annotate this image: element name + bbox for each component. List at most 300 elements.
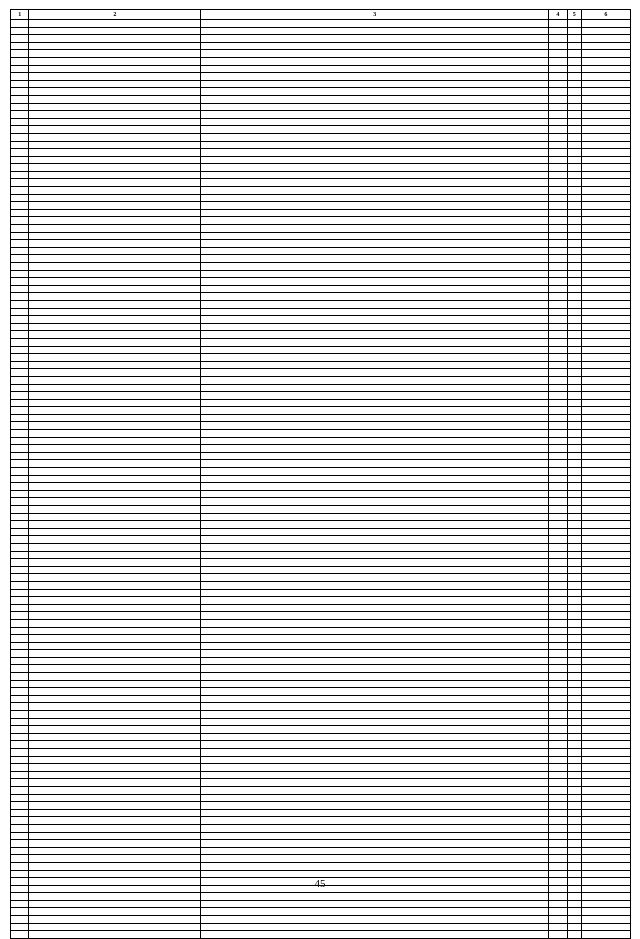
table-cell	[29, 399, 201, 407]
table-row	[11, 855, 631, 863]
table-cell	[201, 35, 549, 43]
table-cell	[201, 695, 549, 703]
table-cell	[549, 657, 567, 665]
table-cell	[29, 156, 201, 164]
table-cell	[201, 316, 549, 324]
table-cell	[201, 27, 549, 35]
table-row	[11, 688, 631, 696]
table-cell	[549, 73, 567, 81]
table-cell	[581, 392, 630, 400]
table-cell	[11, 65, 29, 73]
table-cell	[567, 95, 581, 103]
table-cell	[11, 452, 29, 460]
table-cell	[567, 414, 581, 422]
table-cell	[567, 711, 581, 719]
table-cell	[549, 255, 567, 263]
table-cell	[201, 194, 549, 202]
table-cell	[549, 749, 567, 757]
table-row	[11, 338, 631, 346]
table-cell	[201, 323, 549, 331]
table-cell	[549, 194, 567, 202]
table-cell	[581, 650, 630, 658]
table-cell	[549, 323, 567, 331]
table-cell	[581, 741, 630, 749]
table-cell	[581, 27, 630, 35]
table-cell	[567, 832, 581, 840]
table-cell	[201, 263, 549, 271]
table-cell	[11, 726, 29, 734]
table-row	[11, 528, 631, 536]
table-row	[11, 521, 631, 529]
table-cell	[581, 475, 630, 483]
table-cell	[11, 35, 29, 43]
table-cell	[11, 20, 29, 28]
table-row	[11, 490, 631, 498]
table-cell	[581, 65, 630, 73]
table-cell	[549, 688, 567, 696]
table-row	[11, 35, 631, 43]
table-cell	[567, 88, 581, 96]
table-cell	[201, 133, 549, 141]
table-row	[11, 293, 631, 301]
table-cell	[567, 840, 581, 848]
table-cell	[567, 422, 581, 430]
table-cell	[581, 452, 630, 460]
table-cell	[201, 840, 549, 848]
table-cell	[549, 57, 567, 65]
table-cell	[11, 642, 29, 650]
table-cell	[581, 42, 630, 50]
table-row	[11, 20, 631, 28]
table-cell	[11, 118, 29, 126]
table-row	[11, 559, 631, 567]
table-cell	[29, 923, 201, 931]
table-row	[11, 316, 631, 324]
table-cell	[567, 908, 581, 916]
table-cell	[581, 597, 630, 605]
table-cell	[549, 832, 567, 840]
table-cell	[11, 73, 29, 81]
table-cell	[549, 513, 567, 521]
table-row	[11, 460, 631, 468]
table-cell	[201, 149, 549, 157]
table-cell	[549, 498, 567, 506]
table-cell	[549, 407, 567, 415]
table-cell	[11, 528, 29, 536]
table-cell	[549, 764, 567, 772]
table-cell	[549, 809, 567, 817]
table-cell	[567, 392, 581, 400]
table-cell	[29, 703, 201, 711]
table-cell	[11, 604, 29, 612]
table-cell	[29, 73, 201, 81]
table-cell	[567, 263, 581, 271]
table-cell	[549, 923, 567, 931]
table-cell	[567, 824, 581, 832]
table-row	[11, 642, 631, 650]
table-row	[11, 764, 631, 772]
table-cell	[11, 832, 29, 840]
table-cell	[201, 376, 549, 384]
table-row	[11, 680, 631, 688]
table-cell	[201, 513, 549, 521]
table-cell	[567, 703, 581, 711]
table-cell	[201, 559, 549, 567]
table-cell	[29, 217, 201, 225]
table-cell	[581, 354, 630, 362]
table-cell	[29, 483, 201, 491]
table-cell	[29, 642, 201, 650]
table-cell	[581, 255, 630, 263]
table-cell	[201, 673, 549, 681]
table-cell	[567, 316, 581, 324]
table-cell	[581, 331, 630, 339]
table-cell	[581, 316, 630, 324]
table-cell	[549, 149, 567, 157]
table-cell	[11, 635, 29, 643]
table-cell	[549, 468, 567, 476]
table-cell	[201, 73, 549, 81]
table-cell	[201, 422, 549, 430]
table-cell	[201, 232, 549, 240]
table-cell	[581, 749, 630, 757]
table-cell	[581, 35, 630, 43]
table-cell	[201, 452, 549, 460]
table-cell	[581, 126, 630, 134]
table-cell	[11, 42, 29, 50]
table-cell	[29, 209, 201, 217]
table-cell	[11, 80, 29, 88]
table-cell	[549, 452, 567, 460]
table-cell	[201, 164, 549, 172]
table-cell	[11, 255, 29, 263]
table-cell	[581, 141, 630, 149]
table-cell	[11, 27, 29, 35]
table-cell	[567, 733, 581, 741]
table-cell	[29, 513, 201, 521]
table-row	[11, 657, 631, 665]
table-cell	[29, 247, 201, 255]
table-row	[11, 50, 631, 58]
table-cell	[581, 422, 630, 430]
table-cell	[201, 95, 549, 103]
table-cell	[201, 346, 549, 354]
table-cell	[11, 392, 29, 400]
table-cell	[11, 566, 29, 574]
table-cell	[567, 202, 581, 210]
table-cell	[11, 581, 29, 589]
table-row	[11, 581, 631, 589]
table-cell	[581, 285, 630, 293]
table-cell	[581, 688, 630, 696]
table-row	[11, 847, 631, 855]
table-cell	[29, 225, 201, 233]
table-cell	[201, 445, 549, 453]
table-cell	[567, 923, 581, 931]
table-row	[11, 308, 631, 316]
table-cell	[549, 232, 567, 240]
table-cell	[11, 862, 29, 870]
table-row	[11, 665, 631, 673]
table-cell	[567, 566, 581, 574]
table-cell	[29, 278, 201, 286]
table-row	[11, 156, 631, 164]
table-cell	[29, 657, 201, 665]
table-row	[11, 88, 631, 96]
table-cell	[11, 559, 29, 567]
table-cell	[567, 635, 581, 643]
table-cell	[549, 179, 567, 187]
table-cell	[201, 589, 549, 597]
table-cell	[29, 331, 201, 339]
table-cell	[581, 574, 630, 582]
table-cell	[11, 187, 29, 195]
table-cell	[581, 95, 630, 103]
table-cell	[567, 718, 581, 726]
table-cell	[567, 749, 581, 757]
table-row	[11, 870, 631, 878]
table-cell	[567, 346, 581, 354]
table-cell	[11, 923, 29, 931]
table-cell	[567, 103, 581, 111]
table-cell	[201, 179, 549, 187]
table-cell	[567, 217, 581, 225]
table-row	[11, 111, 631, 119]
table-row	[11, 597, 631, 605]
table-cell	[201, 468, 549, 476]
table-cell	[581, 809, 630, 817]
table-cell	[549, 817, 567, 825]
table-cell	[549, 209, 567, 217]
table-cell	[201, 642, 549, 650]
table-cell	[11, 225, 29, 233]
table-cell	[29, 718, 201, 726]
table-cell	[11, 673, 29, 681]
table-cell	[567, 179, 581, 187]
table-cell	[29, 506, 201, 514]
table-cell	[549, 293, 567, 301]
table-cell	[549, 650, 567, 658]
table-cell	[29, 771, 201, 779]
table-cell	[549, 392, 567, 400]
table-cell	[29, 50, 201, 58]
table-row	[11, 384, 631, 392]
table-cell	[29, 855, 201, 863]
table-cell	[201, 726, 549, 734]
table-cell	[581, 824, 630, 832]
table-cell	[11, 771, 29, 779]
table-cell	[29, 65, 201, 73]
table-cell	[11, 900, 29, 908]
register-table	[10, 9, 631, 939]
table-cell	[549, 855, 567, 863]
table-cell	[29, 673, 201, 681]
table-cell	[567, 20, 581, 28]
table-cell	[201, 604, 549, 612]
table-cell	[549, 619, 567, 627]
table-cell	[201, 118, 549, 126]
table-cell	[581, 802, 630, 810]
table-cell	[201, 490, 549, 498]
table-cell	[581, 718, 630, 726]
table-cell	[29, 384, 201, 392]
table-cell	[567, 308, 581, 316]
table-cell	[201, 111, 549, 119]
table-cell	[11, 475, 29, 483]
table-cell	[11, 855, 29, 863]
table-cell	[201, 528, 549, 536]
table-cell	[11, 232, 29, 240]
table-cell	[201, 270, 549, 278]
table-cell	[581, 490, 630, 498]
table-cell	[11, 703, 29, 711]
table-row	[11, 323, 631, 331]
table-row	[11, 42, 631, 50]
table-row	[11, 149, 631, 157]
table-cell	[549, 225, 567, 233]
table-cell	[11, 399, 29, 407]
table-cell	[581, 103, 630, 111]
table-cell	[11, 612, 29, 620]
table-row	[11, 354, 631, 362]
table-cell	[11, 361, 29, 369]
table-cell	[11, 430, 29, 438]
table-cell	[11, 316, 29, 324]
table-cell	[11, 300, 29, 308]
table-cell	[201, 870, 549, 878]
table-cell	[549, 42, 567, 50]
table-cell	[201, 832, 549, 840]
table-cell	[11, 893, 29, 901]
table-cell	[201, 741, 549, 749]
table-row	[11, 300, 631, 308]
table-cell	[581, 536, 630, 544]
table-cell	[567, 460, 581, 468]
table-cell	[581, 225, 630, 233]
table-cell	[29, 589, 201, 597]
table-cell	[549, 414, 567, 422]
table-cell	[581, 840, 630, 848]
table-cell	[567, 862, 581, 870]
table-cell	[581, 483, 630, 491]
table-cell	[581, 900, 630, 908]
table-cell	[567, 688, 581, 696]
table-cell	[11, 802, 29, 810]
table-row	[11, 73, 631, 81]
table-cell	[567, 194, 581, 202]
table-row	[11, 923, 631, 931]
table-cell	[11, 817, 29, 825]
table-cell	[581, 293, 630, 301]
table-cell	[11, 786, 29, 794]
table-cell	[29, 931, 201, 939]
table-cell	[567, 225, 581, 233]
table-cell	[581, 908, 630, 916]
table-cell	[549, 824, 567, 832]
table-cell	[201, 566, 549, 574]
table-cell	[581, 931, 630, 939]
table-cell	[581, 194, 630, 202]
table-cell	[201, 338, 549, 346]
table-cell	[549, 771, 567, 779]
table-cell	[581, 847, 630, 855]
table-cell	[29, 604, 201, 612]
table-cell	[201, 771, 549, 779]
table-cell	[567, 916, 581, 924]
table-cell	[29, 726, 201, 734]
table-cell	[549, 217, 567, 225]
table-cell	[549, 354, 567, 362]
table-row	[11, 733, 631, 741]
table-cell	[11, 126, 29, 134]
table-cell	[549, 635, 567, 643]
table-cell	[549, 445, 567, 453]
table-cell	[549, 908, 567, 916]
table-row	[11, 794, 631, 802]
table-cell	[567, 278, 581, 286]
table-cell	[549, 559, 567, 567]
table-cell	[567, 171, 581, 179]
table-cell	[11, 323, 29, 331]
table-cell	[11, 824, 29, 832]
table-cell	[567, 528, 581, 536]
table-cell	[11, 764, 29, 772]
table-cell	[581, 57, 630, 65]
table-cell	[567, 574, 581, 582]
table-cell	[581, 832, 630, 840]
table-cell	[549, 240, 567, 248]
table-cell	[567, 133, 581, 141]
table-cell	[549, 597, 567, 605]
table-cell	[29, 733, 201, 741]
table-cell	[11, 574, 29, 582]
table-row	[11, 543, 631, 551]
table-cell	[29, 369, 201, 377]
table-cell	[201, 407, 549, 415]
table-row	[11, 263, 631, 271]
column-header-4: 4	[549, 10, 567, 20]
table-cell	[29, 452, 201, 460]
table-row	[11, 171, 631, 179]
table-cell	[29, 908, 201, 916]
table-cell	[29, 711, 201, 719]
table-cell	[29, 430, 201, 438]
table-cell	[29, 293, 201, 301]
table-cell	[581, 133, 630, 141]
table-cell	[549, 460, 567, 468]
table-cell	[549, 490, 567, 498]
table-cell	[567, 543, 581, 551]
table-cell	[11, 756, 29, 764]
header-row	[11, 10, 631, 20]
table-cell	[581, 414, 630, 422]
table-row	[11, 809, 631, 817]
table-cell	[581, 695, 630, 703]
table-cell	[201, 308, 549, 316]
table-cell	[29, 255, 201, 263]
column-header-1: 1	[11, 10, 29, 20]
table-cell	[549, 779, 567, 787]
table-cell	[29, 149, 201, 157]
table-cell	[581, 240, 630, 248]
table-cell	[29, 559, 201, 567]
table-cell	[549, 589, 567, 597]
table-cell	[581, 635, 630, 643]
table-cell	[549, 551, 567, 559]
table-cell	[567, 323, 581, 331]
table-row	[11, 726, 631, 734]
table-cell	[11, 209, 29, 217]
